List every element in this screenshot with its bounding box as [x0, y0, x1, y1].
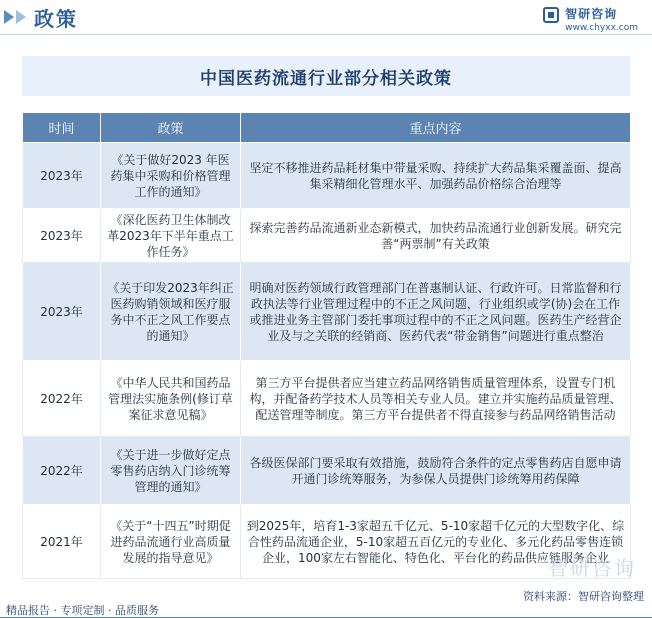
footer-slogan: 精品报告 · 专项定制 · 品质服务: [6, 604, 159, 617]
row-content: 坚定不移推进药品耗材集中带量采购、持续扩大药品集采覆盖面、提高集采精细化管理水平、加强药品价格综合治理等: [241, 143, 631, 209]
column-header-policy: 政策: [101, 113, 241, 143]
table-header-row: [23, 113, 631, 143]
row-year: 2023年: [23, 209, 101, 263]
row-content: 探索完善药品流通新业态新模式，加快药品流通行业创新发展。研究完善“两票制”有关政策: [241, 209, 631, 263]
table-row: [23, 437, 631, 505]
row-policy: 《关于做好2023 年医药集中采购和价格管理工作的通知》: [101, 143, 241, 209]
policy-table-frame: [22, 56, 630, 584]
table-row: [23, 143, 631, 209]
row-policy: 《中华人民共和国药品管理法实施条例(修订草案征求意见稿》: [101, 361, 241, 437]
row-content: 到2025年，培育1-3家超五千亿元、5-10家超千亿元的大型数字化、综合性药品流通企业，5-10家超五百亿元的专业化、多元化药品零售连锁企业，100家左右智能化、特色化、平台化的药品供应链服务企业: [241, 505, 631, 579]
row-content: 各级医保部门要采取有效措施，鼓励符合条件的定点零售药店自愿申请开通门诊统筹服务，为参保人员提供门诊统筹用药保障: [241, 437, 631, 505]
watermark: 智研咨询: [548, 556, 636, 580]
brand: [565, 5, 638, 35]
table-row: [23, 361, 631, 437]
source-note: 资料来源：智研咨询整理: [523, 590, 644, 603]
row-year: 2023年: [23, 263, 101, 361]
page-header: [0, 0, 652, 32]
column-header-time: 时间: [23, 113, 101, 143]
table-row: [23, 505, 631, 579]
brand-url: www.chyxx.com: [565, 23, 638, 33]
table-row: [23, 209, 631, 263]
row-year: 2022年: [23, 361, 101, 437]
policy-table: [22, 112, 631, 579]
table-row: [23, 263, 631, 361]
brand-name: 智研咨询: [565, 7, 618, 21]
row-year: 2023年: [23, 143, 101, 209]
section-title: 政策: [34, 7, 78, 31]
row-policy: 《关于进一步做好定点零售药店纳入门诊统筹管理的通知》: [101, 437, 241, 505]
table-title-bar: [22, 56, 630, 96]
row-year: 2021年: [23, 505, 101, 579]
triangle-bullet-icon: [4, 10, 14, 24]
row-content: 明确对医药领域行政管理部门在普惠制认证、行政许可。日常监督和行政执法等行业管理过程中的不正之风问题，行业组织或学(协)会在工作或推进业务主管部门委托事项过程中的不正之风问题。医药生产经营企业及与之关联的经销商、医药代表“带金销售”问题进行重点整治: [241, 263, 631, 361]
brand-logo-icon: [543, 7, 559, 23]
column-header-content: 重点内容: [241, 113, 631, 143]
row-policy: 《关于“十四五”时期促进药品流通行业高质量发展的指导意见》: [101, 505, 241, 579]
row-year: 2022年: [23, 437, 101, 505]
header-divider: [0, 34, 652, 35]
triangle-bullet-icon: [16, 10, 26, 24]
row-content: 第三方平台提供者应当建立药品网络销售质量管理体系，设置专门机构，并配备药学技术人员等相关专业人员。建立并实施药品质量管理、配送管理等制度。第三方平台提供者不得直接参与药品网络销售活动: [241, 361, 631, 437]
row-policy: 《关于印发2023年纠正医药购销领域和医疗服务中不正之风工作要点的通知》: [101, 263, 241, 361]
table-title: 中国医药流通行业部分相关政策: [200, 68, 452, 89]
row-policy: 《深化医药卫生体制改革2023年下半年重点工作任务》: [101, 209, 241, 263]
